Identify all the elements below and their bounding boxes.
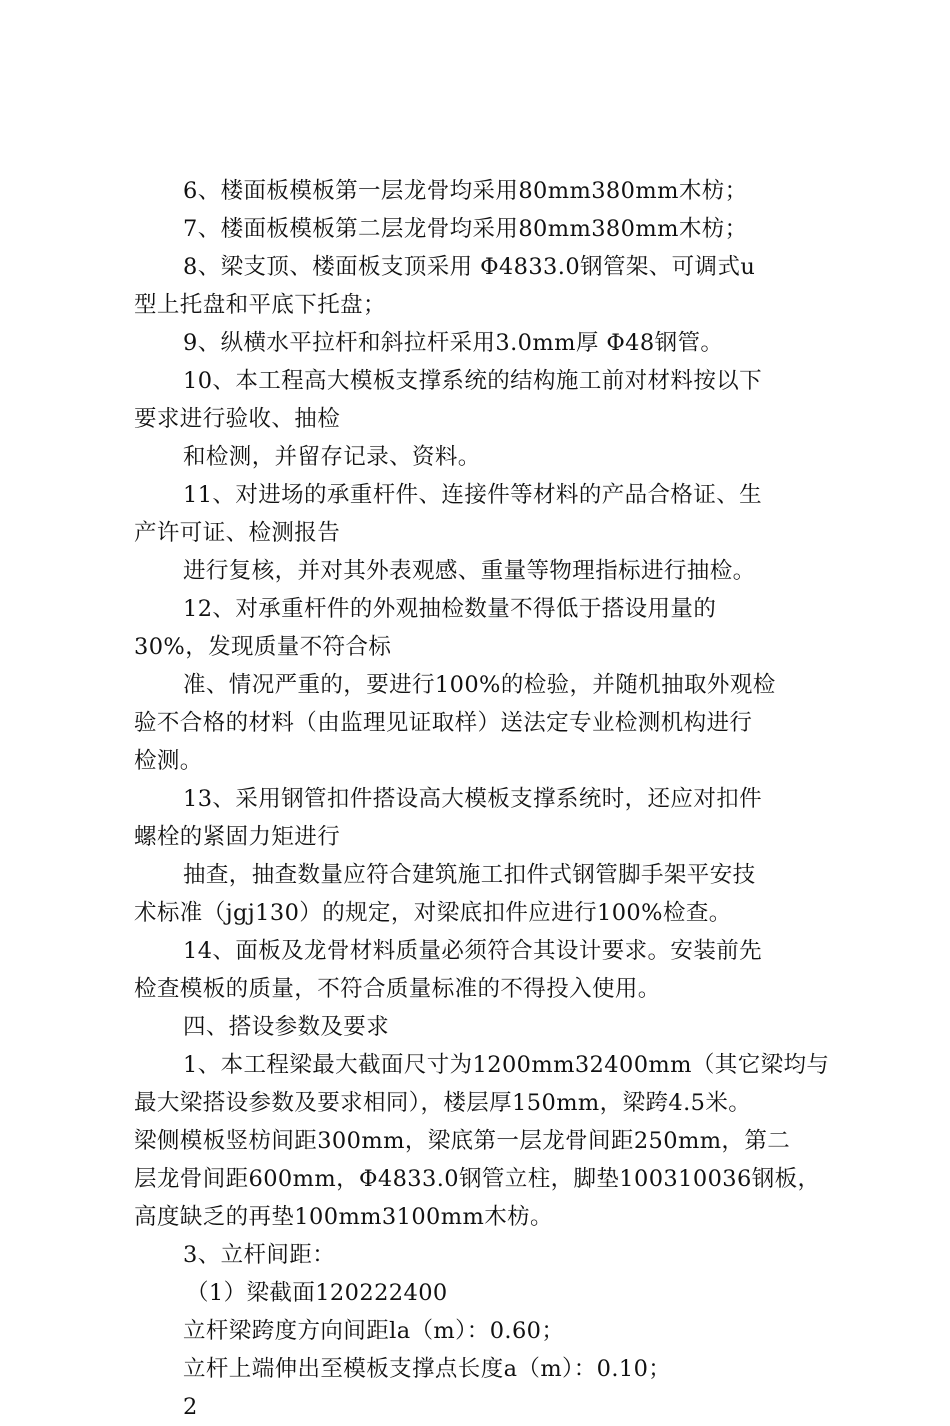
paragraph-line: 产许可证、检测报告 (134, 520, 341, 546)
paragraph-line: （1）梁截面120222400 (186, 1280, 448, 1306)
paragraph-line: 立杆上端伸出至模板支撑点长度a（m）：0.10； (183, 1356, 672, 1382)
paragraph-line: 立杆梁跨度方向间距la（m）：0.60； (183, 1318, 565, 1344)
paragraph-line: 11、对进场的承重杆件、连接件等材料的产品合格证、生 (183, 482, 763, 508)
page-number: 2 (183, 1394, 198, 1420)
paragraph-line: 1、本工程梁最大截面尺寸为1200mm32400mm（其它梁均与 (183, 1052, 830, 1078)
paragraph-line: 9、纵横水平拉杆和斜拉杆采用3.0mm厚 Φ48钢管。 (183, 330, 724, 356)
paragraph-line: 6、楼面板模板第一层龙骨均采用80mm380mm木枋； (183, 178, 748, 204)
paragraph-line: 10、本工程高大模板支撑系统的结构施工前对材料按以下 (183, 368, 763, 394)
paragraph-line: 30%，发现质量不符合标 (134, 634, 392, 660)
section-heading: 四、搭设参数及要求 (183, 1014, 390, 1040)
paragraph-line: 14、面板及龙骨材料质量必须符合其设计要求。安装前先 (183, 938, 763, 964)
paragraph-line: 高度缺乏的再垫100mm3100mm木枋。 (134, 1204, 553, 1230)
paragraph-line: 型上托盘和平底下托盘； (134, 292, 386, 318)
paragraph-line: 7、楼面板模板第二层龙骨均采用80mm380mm木枋； (183, 216, 748, 242)
paragraph-line: 检测。 (134, 748, 203, 774)
paragraph-line: 验不合格的材料（由监理见证取样）送法定专业检测机构进行 (134, 710, 753, 736)
paragraph-line: 螺栓的紧固力矩进行 (134, 824, 341, 850)
paragraph-line: 12、对承重杆件的外观抽检数量不得低于搭设用量的 (183, 596, 717, 622)
paragraph-line: 最大梁搭设参数及要求相同），楼层厚150mm，梁跨4.5米。 (134, 1090, 752, 1116)
paragraph-line: 术标准（jgj130）的规定，对梁底扣件应进行100%检查。 (134, 900, 732, 926)
paragraph-line: 13、采用钢管扣件搭设高大模板支撑系统时，还应对扣件 (183, 786, 763, 812)
paragraph-line: 准、情况严重的，要进行100%的检验，并随机抽取外观检 (183, 672, 776, 698)
paragraph-line: 检查模板的质量，不符合质量标准的不得投入使用。 (134, 976, 661, 1002)
paragraph-line: 8、梁支顶、楼面板支顶采用 Φ4833.0钢管架、可调式u (183, 254, 756, 280)
paragraph-line: 抽查，抽查数量应符合建筑施工扣件式钢管脚手架平安技 (183, 862, 756, 888)
paragraph-line: 进行复核，并对其外表观感、重量等物理指标进行抽检。 (183, 558, 756, 584)
paragraph-line: 层龙骨间距600mm，Φ4833.0钢管立柱，脚垫100310036钢板， (134, 1166, 821, 1192)
document-body (134, 172, 830, 1426)
paragraph-line: 梁侧模板竖枋间距300mm，梁底第一层龙骨间距250mm，第二 (134, 1128, 791, 1154)
paragraph-line: 3、立杆间距： (183, 1242, 336, 1268)
paragraph-line: 和检测，并留存记录、资料。 (183, 444, 481, 470)
paragraph-line: 要求进行验收、抽检 (134, 406, 341, 432)
